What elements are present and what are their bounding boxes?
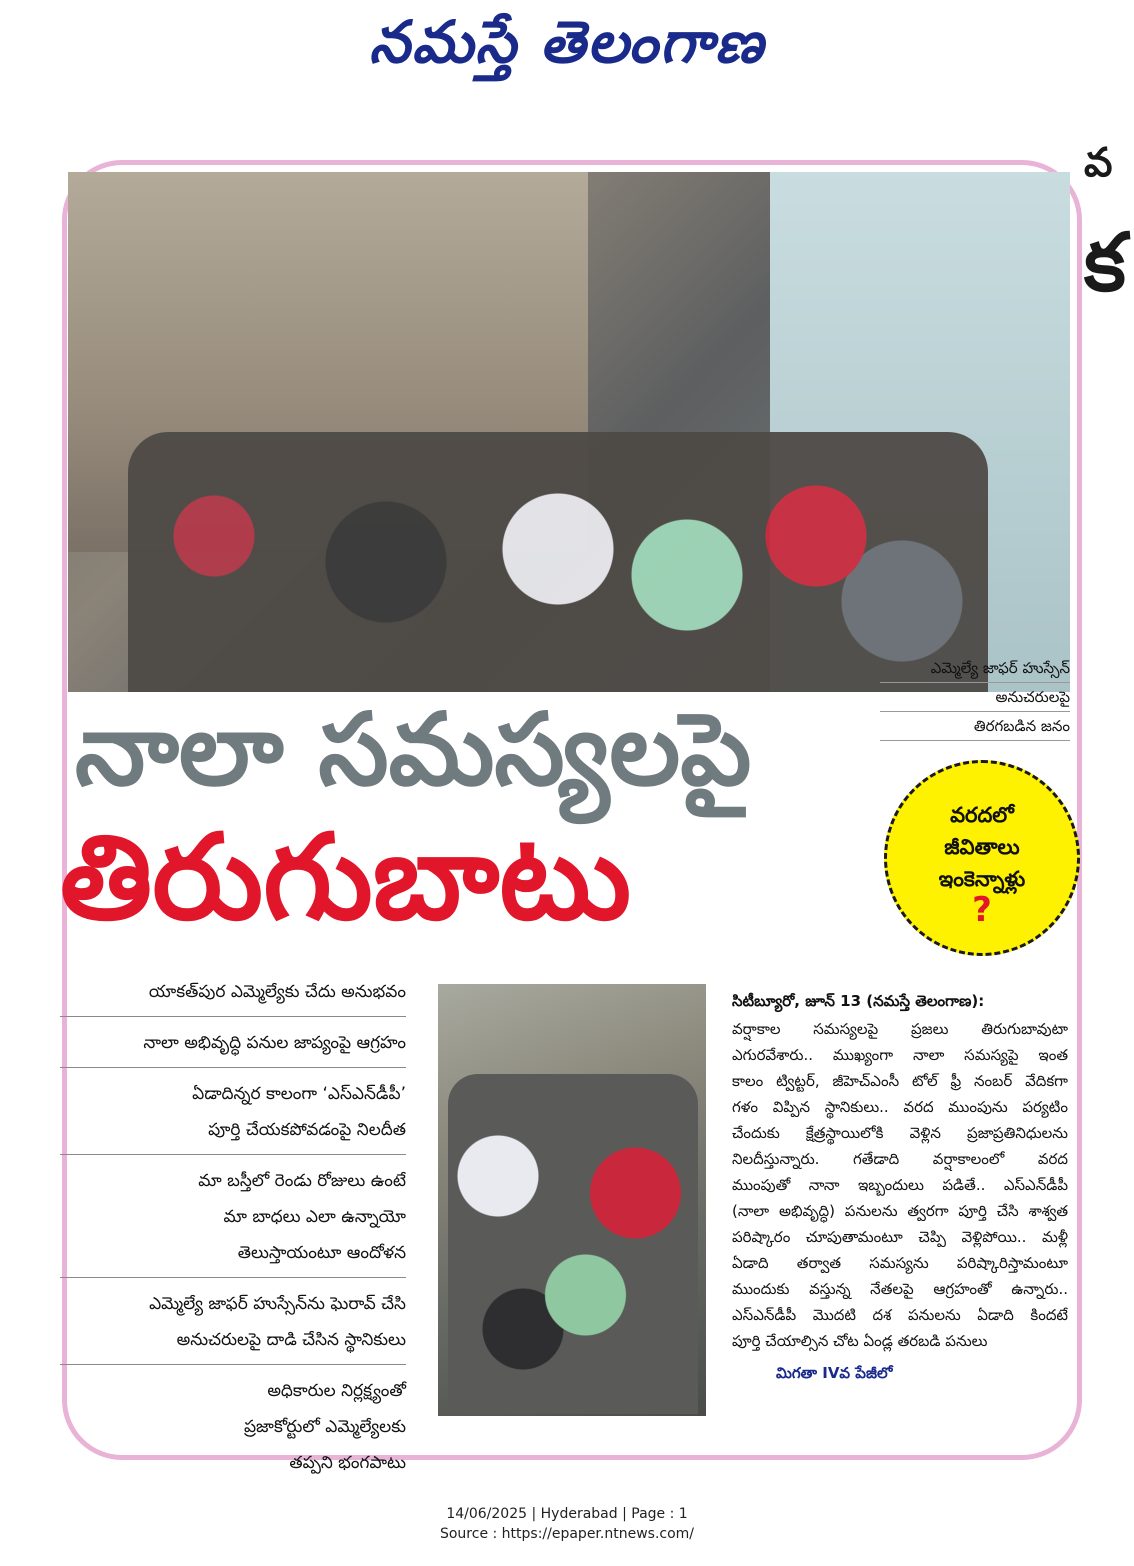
body-line: ముంపుతో నానా ఇబ్బందులు పడితే.. ఎస్‌ఎన్‌డీపీ (732, 1176, 1068, 1194)
highlight-item (60, 1068, 406, 1155)
footer-source-link[interactable]: Source : https://epaper.ntnews.com/ (439, 1526, 695, 1542)
body-line: (నాలా అభివృద్ధి) పనులను త్వరగా పూర్తి చేసి శాశ్వత (732, 1202, 1068, 1220)
highlight-line: మా బస్తీలో రెండు రోజులు ఉంటే (198, 1171, 406, 1191)
article-body (732, 988, 1068, 1386)
highlight-item (60, 1017, 406, 1068)
callout-burst (884, 760, 1080, 956)
page-footer (0, 1504, 1134, 1544)
highlight-line: ఏడాదిన్నర కాలంగా ‘ఎస్‌ఎన్‌డీపీ’ (192, 1084, 406, 1104)
body-line: వర్షాకాల సమస్యలపై ప్రజలు తిరుగుబావుటా (732, 1020, 1068, 1038)
highlight-item (60, 1278, 406, 1365)
photo-people-area (448, 1074, 698, 1414)
edge-glyph-1: వ (1084, 140, 1113, 186)
highlight-line: అధికారుల నిర్లక్ష్యంతో (267, 1381, 406, 1401)
main-news-photo (68, 172, 1070, 692)
caption-line: ఎమ్మెల్యే జాఫర్ హుస్సేన్ (880, 654, 1070, 683)
highlight-line: ఎమ్మెల్యే జాఫర్ హుస్సేన్‌ను ఘెరావ్ చేసి (149, 1294, 406, 1314)
dateline: సిటీబ్యూరో, జూన్ 13 (నమస్తే తెలంగాణ): (732, 992, 985, 1010)
highlight-line: ప్రజాకోర్టులో ఎమ్మెల్యేలకు (243, 1417, 406, 1437)
burst-line: జీవితాలు (944, 835, 1020, 859)
continued-on-page-link[interactable]: మిగతా IVవ పేజీలో (776, 1364, 893, 1382)
question-mark-icon: ? (972, 890, 992, 930)
body-line: ఎస్‌ఎన్‌డీపీ మొదటి దశ పనులను ఏడాది కిందటే (732, 1306, 1068, 1324)
body-line: ముందుకు వస్తున్న నేతలపై ఆగ్రహంతో ఉన్నారు.. (732, 1280, 1068, 1298)
body-line: ఏడాది తర్వాత సమస్యను పరిష్కారిస్తామంటూ (732, 1254, 1068, 1272)
caption-line: తిరగబడిన జనం (880, 712, 1070, 741)
highlight-line: నాలా అభివృద్ధి పనుల జాప్యంపై ఆగ్రహం (143, 1033, 406, 1053)
highlight-line: తప్పని భంగపాటు (289, 1453, 406, 1473)
body-line: గళం విప్పిన స్థానికులు.. వరద ముంపును పర్యటిం (732, 1098, 1068, 1116)
photo-caption (880, 654, 1070, 741)
highlight-line: పూర్తి చేయకపోవడంపై నిలదీత (208, 1120, 406, 1140)
body-line: కాలం ట్విట్టర్, జీహెచ్‌ఎంసీ టోల్ ఫ్రీ నంబర్ వేదికగా (732, 1072, 1068, 1090)
highlight-line: మా బాధలు ఎలా ఉన్నాయో (223, 1207, 406, 1227)
body-line: పూర్తి చేయాల్సిన చోట ఏండ్ల తరబడి పనులు (732, 1332, 988, 1350)
body-line: నిలదీస్తున్నారు. గతేడాది వర్షాకాలంలో వరద (732, 1150, 1068, 1168)
highlight-item (60, 966, 406, 1017)
highlight-item (60, 1155, 406, 1278)
highlights-list (60, 966, 406, 1487)
highlight-line: యాకత్‌పుర ఎమ్మెల్యేకు చేదు అనుభవం (148, 982, 406, 1002)
footer-date-page: 14/06/2025 | Hyderabad | Page : 1 (446, 1506, 688, 1522)
caption-line: అనుచరులపై (880, 683, 1070, 712)
burst-line: వరదలో (950, 803, 1014, 827)
headline-line-2: తిరుగుబాటు (60, 808, 632, 946)
masthead-logo: నమస్తే తెలంగాణ (369, 8, 765, 76)
adjacent-article-edge (1084, 140, 1134, 340)
photo-crowd-area (128, 432, 988, 692)
body-line: పరిష్కారం చూపుతామంటూ చెప్పి వెళ్లిపోయి.. మళ్లీ (732, 1228, 1068, 1246)
headline-line-1: నాలా సమస్యలపై (75, 691, 752, 808)
highlight-line: అనుచరులపై దాడి చేసిన స్థానికులు (176, 1330, 406, 1350)
body-line: చేందుకు క్షేత్రస్థాయిలోకి వెళ్లిన ప్రజాప్రతినిధులను (732, 1124, 1068, 1142)
highlight-line: తెలుస్తాయంటూ ఆందోళన (237, 1243, 406, 1263)
burst-line: ఇంకెన్నాళ్లు (938, 867, 1026, 891)
highlight-item (60, 1365, 406, 1487)
secondary-news-photo (438, 984, 706, 1416)
body-line: ఎగురవేశారు.. ముఖ్యంగా నాలా సమస్యపై ఇంత (732, 1046, 1068, 1064)
edge-glyph-2: క (1084, 216, 1126, 309)
